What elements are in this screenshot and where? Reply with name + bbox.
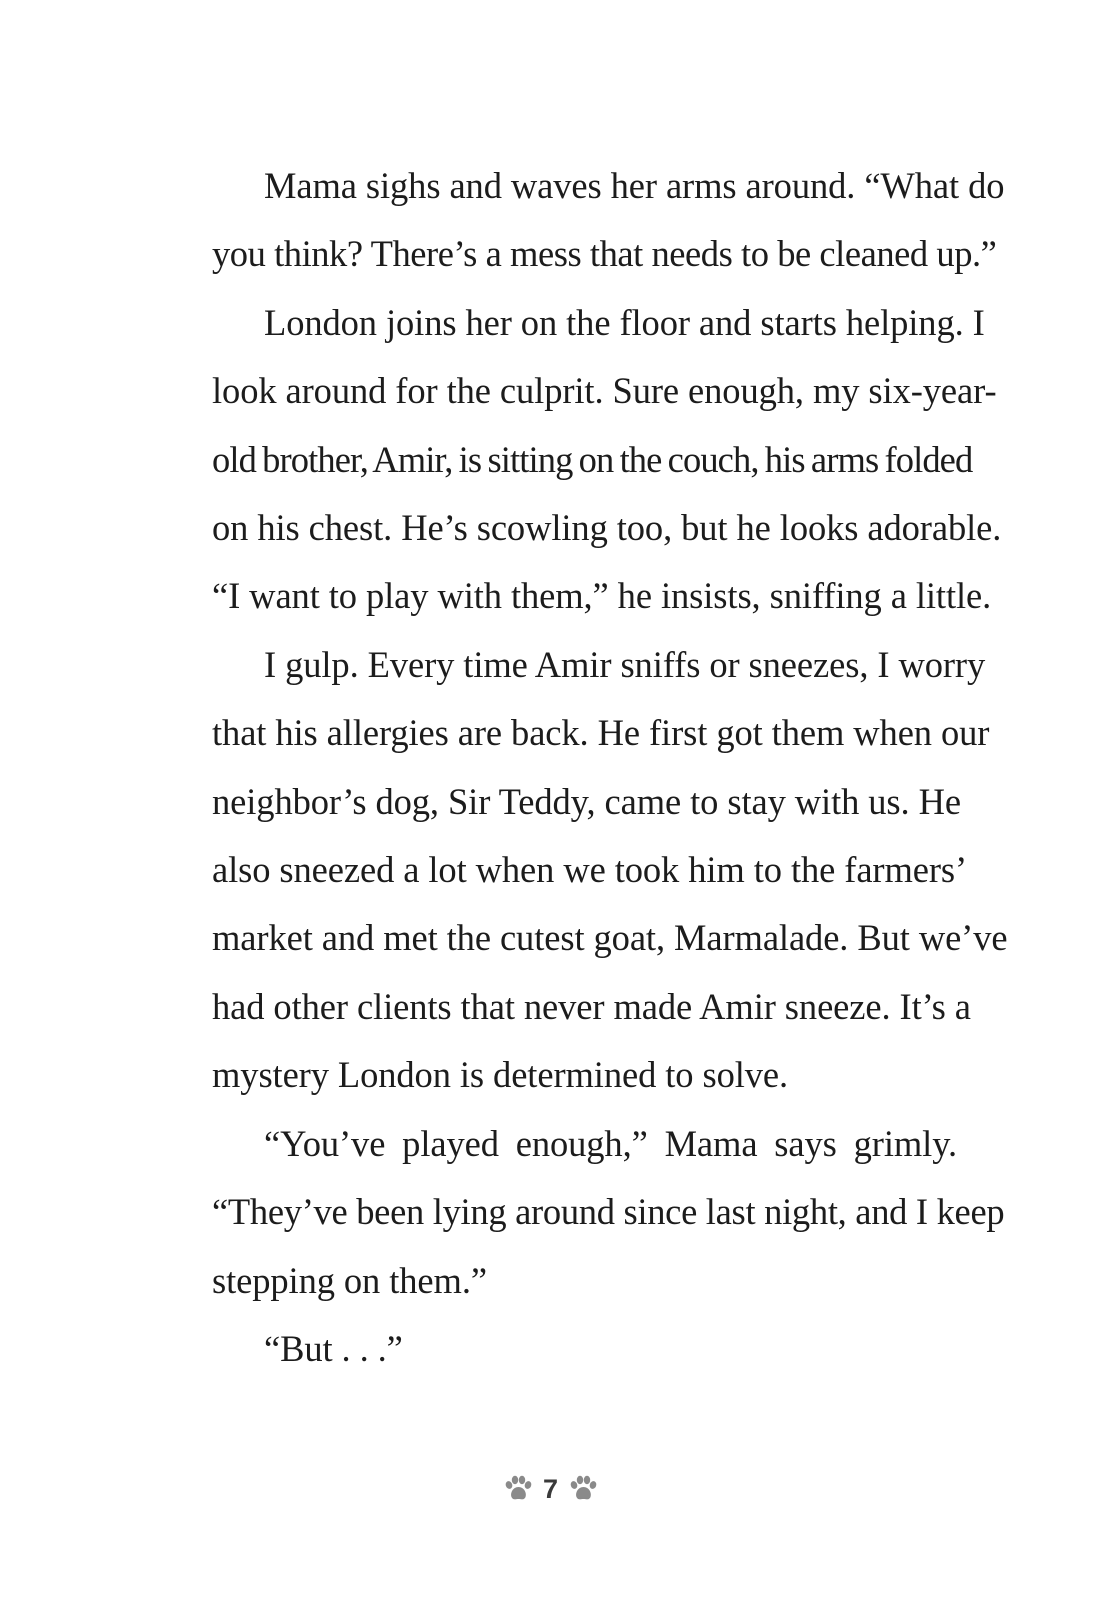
text-line: look around for the culprit. Sure enough, my six-year- xyxy=(212,370,997,412)
text-line: neighbor’s dog, Sir Teddy, came to stay with us. He xyxy=(212,780,961,822)
text-line: I gulp. Every time Amir sniffs or sneezes, I worry xyxy=(264,643,986,685)
text-line: also sneezed a lot when we took him to the farmers’ xyxy=(212,849,968,891)
text-line: “I want to play with them,” he insists, sniffing a little. xyxy=(212,575,992,617)
text-line: that his allergies are back. He first got them when our xyxy=(212,712,990,754)
text-line: market and met the cutest goat, Marmalade. But we’ve xyxy=(212,917,1008,959)
text-line: old brother, Amir, is sitting on the couch, his arms folded xyxy=(212,438,973,480)
paragraph xyxy=(160,1110,1005,1315)
text-line: London joins her on the floor and starts helping. I xyxy=(264,301,985,343)
paragraph xyxy=(160,152,1005,289)
page-body xyxy=(160,152,1008,1383)
text-line: you think? There’s a mess that needs to be cleaned up.” xyxy=(212,233,997,275)
paw-print-icon xyxy=(503,1474,533,1504)
text-line: on his chest. He’s scowling too, but he looks adorable. xyxy=(212,507,1002,549)
text-line: “You’ve played enough,” Mama says grimly. xyxy=(264,1122,957,1164)
text-line: “But . . .” xyxy=(264,1327,403,1369)
text-line: Mama sighs and waves her arms around. “What do xyxy=(264,165,1005,206)
paragraph xyxy=(160,1315,957,1383)
text-line: had other clients that never made Amir sneeze. It’s a xyxy=(212,985,971,1027)
page-number: 7 xyxy=(542,1474,559,1504)
paragraph xyxy=(160,289,1002,631)
paw-print-icon xyxy=(568,1474,598,1504)
text-line: stepping on them.” xyxy=(212,1259,487,1301)
page-footer xyxy=(0,1469,1101,1509)
paragraph xyxy=(160,631,1008,1110)
text-line: “They’ve been lying around since last night, and I keep xyxy=(212,1191,1005,1233)
text-line: mystery London is determined to solve. xyxy=(212,1054,789,1096)
